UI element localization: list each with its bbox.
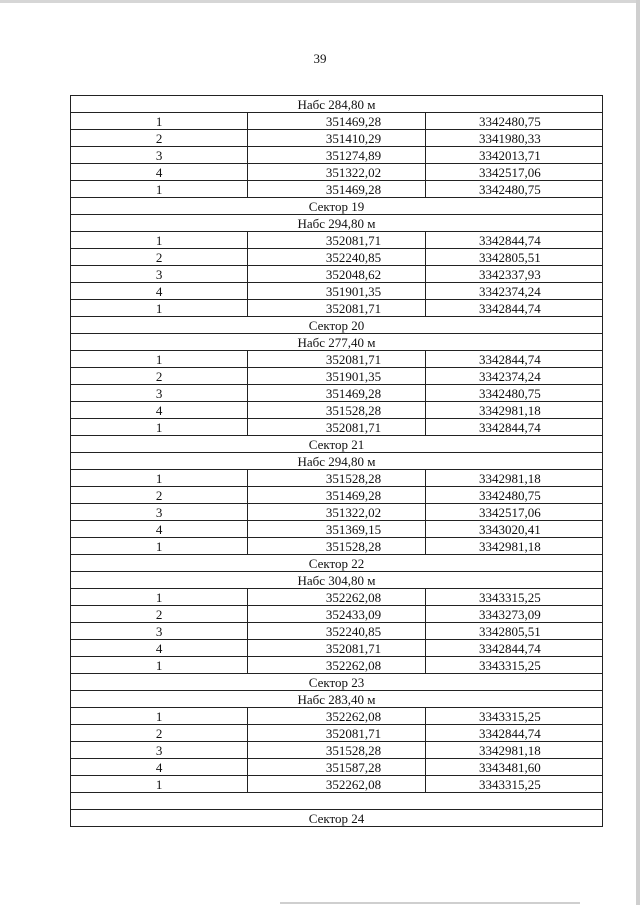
table-row xyxy=(71,487,603,504)
table-row xyxy=(71,266,603,283)
y-coordinate-cell xyxy=(425,521,602,538)
table-row xyxy=(71,589,603,606)
section-header: Сектор 19 xyxy=(71,198,603,215)
table-row xyxy=(71,147,603,164)
section-header-row xyxy=(71,198,603,215)
y-coordinate-value: 3342013,71 xyxy=(478,147,541,163)
point-number-cell: 1 xyxy=(71,113,248,130)
table-row xyxy=(71,249,603,266)
table-row xyxy=(71,368,603,385)
point-number-cell: 4 xyxy=(71,402,248,419)
x-coordinate-value: 352240,85 xyxy=(325,623,382,639)
x-coordinate-cell xyxy=(248,640,425,657)
point-number-cell: 2 xyxy=(71,368,248,385)
y-coordinate-value: 3342480,75 xyxy=(478,385,541,401)
point-number-cell: 1 xyxy=(71,538,248,555)
table-row xyxy=(71,402,603,419)
y-coordinate-cell xyxy=(425,640,602,657)
y-coordinate-value: 3342844,74 xyxy=(478,300,541,316)
point-number-cell: 3 xyxy=(71,266,248,283)
table-row xyxy=(71,725,603,742)
point-number-cell: 2 xyxy=(71,487,248,504)
x-coordinate-cell xyxy=(248,487,425,504)
table-row xyxy=(71,640,603,657)
section-header: Сектор 20 xyxy=(71,317,603,334)
section-header: Набс 283,40 м xyxy=(71,691,603,708)
x-coordinate-value: 351322,02 xyxy=(325,504,382,520)
section-header-row xyxy=(71,555,603,572)
y-coordinate-cell xyxy=(425,623,602,640)
point-number-cell: 3 xyxy=(71,385,248,402)
y-coordinate-cell xyxy=(425,283,602,300)
x-coordinate-value: 351410,29 xyxy=(325,130,382,146)
x-coordinate-cell xyxy=(248,538,425,555)
y-coordinate-value: 3343273,09 xyxy=(478,606,541,622)
section-header-row xyxy=(71,810,603,827)
y-coordinate-cell xyxy=(425,419,602,436)
point-number-cell: 4 xyxy=(71,283,248,300)
y-coordinate-value: 3342981,18 xyxy=(478,742,541,758)
section-header-row xyxy=(71,691,603,708)
y-coordinate-cell xyxy=(425,606,602,623)
y-coordinate-cell xyxy=(425,113,602,130)
table-row xyxy=(71,130,603,147)
y-coordinate-cell xyxy=(425,368,602,385)
table-row xyxy=(71,742,603,759)
y-coordinate-cell xyxy=(425,589,602,606)
y-coordinate-cell xyxy=(425,147,602,164)
y-coordinate-cell xyxy=(425,232,602,249)
table-row xyxy=(71,521,603,538)
x-coordinate-value: 351469,28 xyxy=(325,181,382,197)
x-coordinate-value: 351901,35 xyxy=(325,283,382,299)
table-row xyxy=(71,776,603,793)
table-row xyxy=(71,351,603,368)
x-coordinate-cell xyxy=(248,300,425,317)
y-coordinate-value: 3343315,25 xyxy=(478,776,541,792)
x-coordinate-value: 351901,35 xyxy=(325,368,382,384)
table-row xyxy=(71,181,603,198)
section-header: Набс 304,80 м xyxy=(71,572,603,589)
section-header: Набс 277,40 м xyxy=(71,334,603,351)
y-coordinate-cell xyxy=(425,470,602,487)
y-coordinate-cell xyxy=(425,351,602,368)
x-coordinate-value: 352081,71 xyxy=(325,419,382,435)
x-coordinate-value: 352081,71 xyxy=(325,725,382,741)
y-coordinate-value: 3342480,75 xyxy=(478,181,541,197)
point-number-cell: 2 xyxy=(71,249,248,266)
table-row xyxy=(71,113,603,130)
section-header-row xyxy=(71,96,603,113)
table-row xyxy=(71,470,603,487)
y-coordinate-value: 3342337,93 xyxy=(478,266,541,282)
y-coordinate-cell xyxy=(425,776,602,793)
y-coordinate-value: 3342844,74 xyxy=(478,725,541,741)
x-coordinate-cell xyxy=(248,351,425,368)
table-row xyxy=(71,385,603,402)
section-header-row xyxy=(71,215,603,232)
section-header-row xyxy=(71,317,603,334)
y-coordinate-cell xyxy=(425,759,602,776)
y-coordinate-value: 3342844,74 xyxy=(478,419,541,435)
blank-row xyxy=(71,793,603,810)
y-coordinate-value: 3342517,06 xyxy=(478,164,541,180)
point-number-cell: 3 xyxy=(71,147,248,164)
point-number-cell: 1 xyxy=(71,419,248,436)
x-coordinate-value: 351322,02 xyxy=(325,164,382,180)
x-coordinate-value: 352048,62 xyxy=(325,266,382,282)
x-coordinate-cell xyxy=(248,266,425,283)
point-number-cell: 1 xyxy=(71,181,248,198)
y-coordinate-value: 3342517,06 xyxy=(478,504,541,520)
point-number-cell: 1 xyxy=(71,776,248,793)
y-coordinate-cell xyxy=(425,657,602,674)
section-header-row xyxy=(71,572,603,589)
y-coordinate-value: 3343020,41 xyxy=(478,521,541,537)
y-coordinate-value: 3342844,74 xyxy=(478,232,541,248)
x-coordinate-value: 351528,28 xyxy=(325,538,382,554)
x-coordinate-cell xyxy=(248,402,425,419)
x-coordinate-value: 352433,09 xyxy=(325,606,382,622)
x-coordinate-cell xyxy=(248,470,425,487)
x-coordinate-cell xyxy=(248,181,425,198)
y-coordinate-cell xyxy=(425,538,602,555)
table-row xyxy=(71,419,603,436)
y-coordinate-cell xyxy=(425,402,602,419)
y-coordinate-cell xyxy=(425,504,602,521)
x-coordinate-value: 352081,71 xyxy=(325,232,382,248)
section-header: Сектор 24 xyxy=(71,810,603,827)
coordinates-table-body xyxy=(71,96,603,827)
x-coordinate-cell xyxy=(248,385,425,402)
y-coordinate-value: 3343481,60 xyxy=(478,759,541,775)
point-number-cell: 3 xyxy=(71,504,248,521)
x-coordinate-cell xyxy=(248,283,425,300)
x-coordinate-value: 352081,71 xyxy=(325,640,382,656)
x-coordinate-cell xyxy=(248,419,425,436)
x-coordinate-value: 352081,71 xyxy=(325,300,382,316)
point-number-cell: 1 xyxy=(71,589,248,606)
x-coordinate-cell xyxy=(248,113,425,130)
x-coordinate-value: 351469,28 xyxy=(325,385,382,401)
x-coordinate-cell xyxy=(248,776,425,793)
y-coordinate-value: 3342981,18 xyxy=(478,538,541,554)
y-coordinate-cell xyxy=(425,725,602,742)
x-coordinate-value: 351274,89 xyxy=(325,147,382,163)
point-number-cell: 4 xyxy=(71,521,248,538)
point-number-cell: 4 xyxy=(71,164,248,181)
point-number-cell: 2 xyxy=(71,130,248,147)
x-coordinate-cell xyxy=(248,606,425,623)
x-coordinate-value: 352262,08 xyxy=(325,708,382,724)
x-coordinate-value: 352081,71 xyxy=(325,351,382,367)
x-coordinate-cell xyxy=(248,249,425,266)
y-coordinate-value: 3342374,24 xyxy=(478,368,541,384)
section-header: Сектор 22 xyxy=(71,555,603,572)
y-coordinate-value: 3342480,75 xyxy=(478,113,541,129)
y-coordinate-cell xyxy=(425,130,602,147)
y-coordinate-cell xyxy=(425,181,602,198)
y-coordinate-cell xyxy=(425,487,602,504)
y-coordinate-cell xyxy=(425,742,602,759)
y-coordinate-value: 3342374,24 xyxy=(478,283,541,299)
section-header-row xyxy=(71,334,603,351)
x-coordinate-cell xyxy=(248,164,425,181)
x-coordinate-value: 351369,15 xyxy=(325,521,382,537)
y-coordinate-value: 3342981,18 xyxy=(478,402,541,418)
point-number-cell: 1 xyxy=(71,300,248,317)
table-row xyxy=(71,300,603,317)
x-coordinate-value: 351528,28 xyxy=(325,470,382,486)
table-row xyxy=(71,708,603,725)
x-coordinate-cell xyxy=(248,521,425,538)
scan-edge-right xyxy=(636,0,640,905)
y-coordinate-value: 3343315,25 xyxy=(478,589,541,605)
x-coordinate-cell xyxy=(248,725,425,742)
point-number-cell: 2 xyxy=(71,606,248,623)
table-row xyxy=(71,164,603,181)
x-coordinate-cell xyxy=(248,504,425,521)
x-coordinate-value: 352262,08 xyxy=(325,657,382,673)
coordinates-table xyxy=(70,95,603,827)
table-row xyxy=(71,759,603,776)
blank-cell xyxy=(71,793,603,810)
section-header-row xyxy=(71,436,603,453)
table-row xyxy=(71,623,603,640)
section-header: Набс 294,80 м xyxy=(71,215,603,232)
point-number-cell: 2 xyxy=(71,725,248,742)
section-header-row xyxy=(71,674,603,691)
table-row xyxy=(71,657,603,674)
x-coordinate-cell xyxy=(248,657,425,674)
point-number-cell: 4 xyxy=(71,640,248,657)
x-coordinate-cell xyxy=(248,368,425,385)
table-row xyxy=(71,283,603,300)
section-header-row xyxy=(71,453,603,470)
point-number-cell: 3 xyxy=(71,623,248,640)
scan-edge-bottom xyxy=(280,902,580,904)
x-coordinate-cell xyxy=(248,130,425,147)
x-coordinate-cell xyxy=(248,759,425,776)
y-coordinate-value: 3342981,18 xyxy=(478,470,541,486)
y-coordinate-cell xyxy=(425,266,602,283)
y-coordinate-cell xyxy=(425,300,602,317)
section-header: Набс 294,80 м xyxy=(71,453,603,470)
x-coordinate-cell xyxy=(248,623,425,640)
y-coordinate-value: 3341980,33 xyxy=(478,130,541,146)
table-row xyxy=(71,504,603,521)
y-coordinate-value: 3342805,51 xyxy=(478,249,541,265)
point-number-cell: 1 xyxy=(71,657,248,674)
x-coordinate-value: 351587,28 xyxy=(325,759,382,775)
x-coordinate-value: 351528,28 xyxy=(325,402,382,418)
point-number-cell: 3 xyxy=(71,742,248,759)
y-coordinate-value: 3342844,74 xyxy=(478,640,541,656)
table-row xyxy=(71,606,603,623)
x-coordinate-value: 351469,28 xyxy=(325,487,382,503)
point-number-cell: 1 xyxy=(71,232,248,249)
x-coordinate-cell xyxy=(248,742,425,759)
y-coordinate-cell xyxy=(425,164,602,181)
y-coordinate-value: 3343315,25 xyxy=(478,657,541,673)
section-header: Сектор 23 xyxy=(71,674,603,691)
x-coordinate-cell xyxy=(248,589,425,606)
x-coordinate-cell xyxy=(248,147,425,164)
table-row xyxy=(71,538,603,555)
x-coordinate-cell xyxy=(248,232,425,249)
section-header: Набс 284,80 м xyxy=(71,96,603,113)
x-coordinate-value: 352262,08 xyxy=(325,776,382,792)
x-coordinate-value: 351528,28 xyxy=(325,742,382,758)
point-number-cell: 1 xyxy=(71,470,248,487)
y-coordinate-cell xyxy=(425,708,602,725)
section-header: Сектор 21 xyxy=(71,436,603,453)
scan-edge-top xyxy=(0,0,640,3)
y-coordinate-value: 3342805,51 xyxy=(478,623,541,639)
table-row xyxy=(71,232,603,249)
y-coordinate-cell xyxy=(425,385,602,402)
y-coordinate-cell xyxy=(425,249,602,266)
y-coordinate-value: 3343315,25 xyxy=(478,708,541,724)
x-coordinate-value: 351469,28 xyxy=(325,113,382,129)
point-number-cell: 1 xyxy=(71,708,248,725)
x-coordinate-value: 352262,08 xyxy=(325,589,382,605)
page-number: 39 xyxy=(313,51,327,66)
point-number-cell: 4 xyxy=(71,759,248,776)
y-coordinate-value: 3342844,74 xyxy=(478,351,541,367)
y-coordinate-value: 3342480,75 xyxy=(478,487,541,503)
point-number-cell: 1 xyxy=(71,351,248,368)
x-coordinate-value: 352240,85 xyxy=(325,249,382,265)
x-coordinate-cell xyxy=(248,708,425,725)
